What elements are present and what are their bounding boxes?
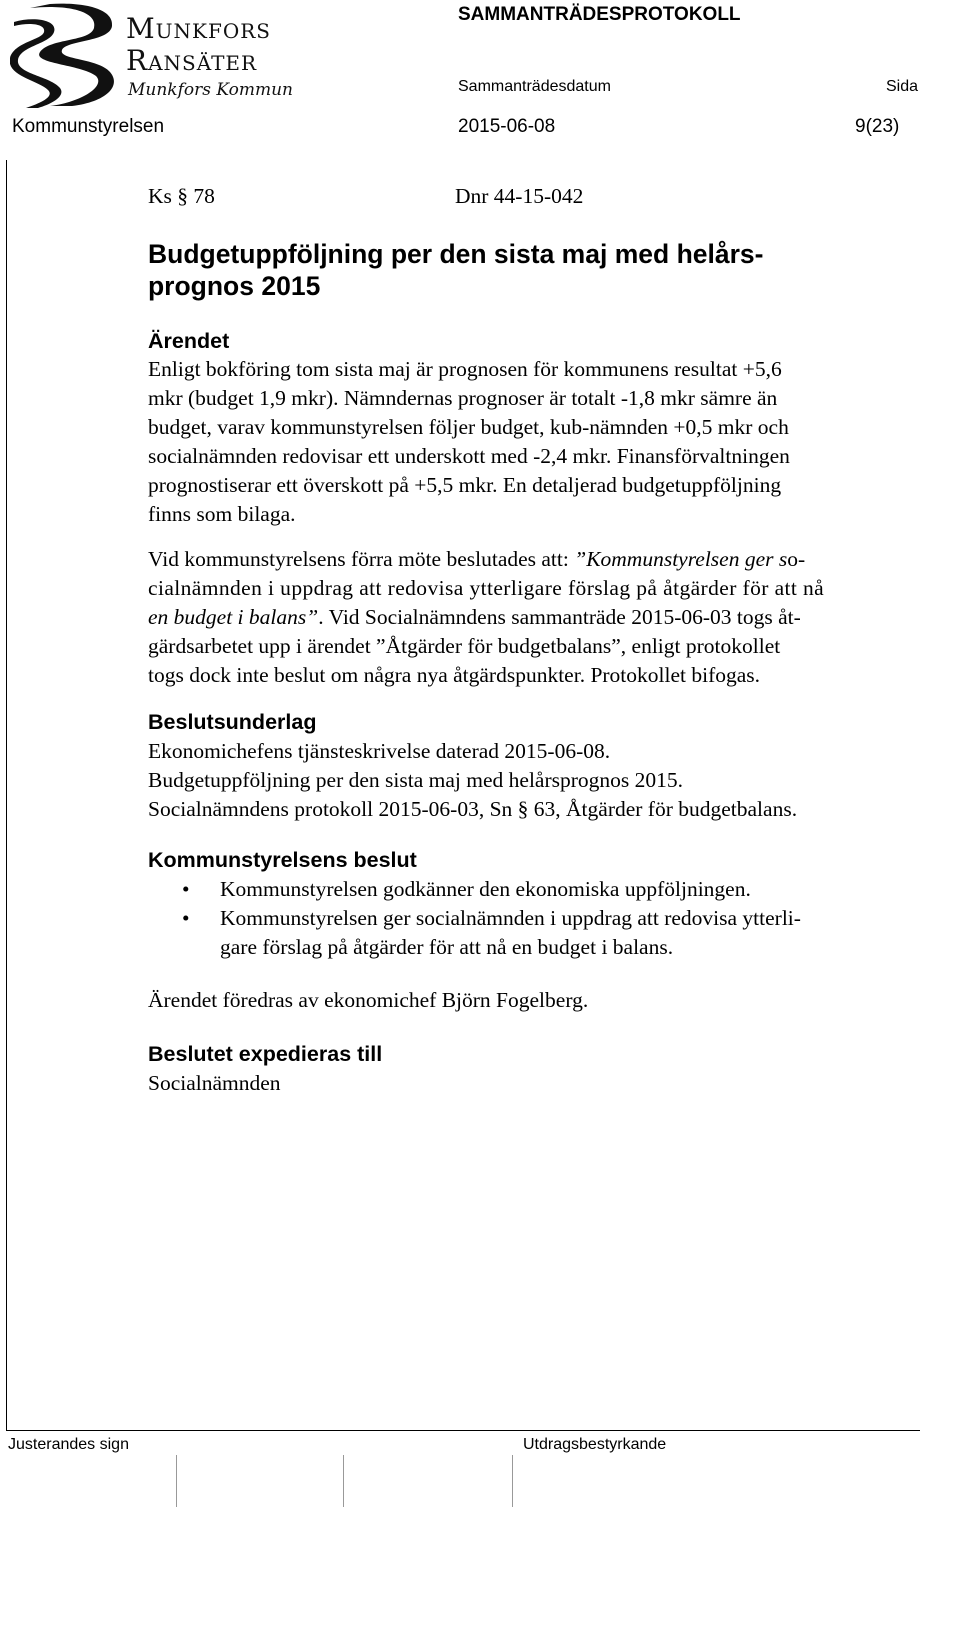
page-title-line-1: Budgetuppföljning per den sista maj med helårs- xyxy=(148,239,764,269)
page-label: Sida xyxy=(886,78,919,95)
justerandes-sign-label: Justerandes sign xyxy=(8,1436,129,1453)
page-number: 9(23) xyxy=(855,116,900,137)
paragraph-line: gärdsarbetet upp i ärendet ”Åtgärder för budgetbalans”, enligt protokollet xyxy=(148,634,781,658)
quote-hyphen: o- xyxy=(787,547,806,571)
signature-field-divider xyxy=(512,1455,513,1507)
document-type: SAMMANTRÄDESPROTOKOLL xyxy=(458,4,741,25)
expedieras-heading: Beslutet expedieras till xyxy=(148,1042,383,1066)
logo-line-2: Ransäter xyxy=(126,44,258,77)
meeting-date-label: Sammanträdesdatum xyxy=(458,78,611,95)
diary-number-text: Dnr 44-15-042 xyxy=(455,184,584,208)
list-item xyxy=(148,875,801,904)
logo-line-3: Munkfors Kommun xyxy=(128,80,294,100)
paragraph-line: budget, varav kommunstyrelsen följer budget, kub-nämnden +0,5 mkr och xyxy=(148,415,789,439)
committee-name: Kommunstyrelsen xyxy=(12,116,165,137)
paragraph-line xyxy=(148,603,824,632)
list-item: Ekonomichefens tjänsteskrivelse daterad 2015-06-08. xyxy=(148,739,611,763)
utdragsbestyrkande-label: Utdragsbestyrkande xyxy=(523,1436,667,1453)
list-item xyxy=(148,904,801,962)
paragraph-line: socialnämnden redovisar ett underskott med -2,4 mkr. Finansförvaltningen xyxy=(148,444,790,468)
page-title-line-2: prognos 2015 xyxy=(148,271,321,301)
bullet-text: Kommunstyrelsen godkänner den ekonomiska uppföljningen. xyxy=(220,877,751,901)
river-emblem-icon xyxy=(10,2,122,110)
beslutsunderlag-list xyxy=(148,737,797,824)
quote-text: ”Kommunstyrelsen ger s xyxy=(574,547,788,571)
signature-field-divider xyxy=(343,1455,344,1507)
list-item: Socialnämndens protokoll 2015-06-03, Sn § 63, Åtgärder för budgetbalans. xyxy=(148,797,798,821)
paragraph-line: togs dock inte beslut om några nya åtgärdspunkter. Protokollet bifogas. xyxy=(148,663,761,687)
diary-number xyxy=(455,184,583,209)
signature-field-divider xyxy=(176,1455,177,1507)
arendet-paragraph-1 xyxy=(148,355,790,529)
logo-line-1: Munkfors xyxy=(126,12,271,45)
paragraph-line: finns som bilaga. xyxy=(148,502,296,526)
presenter-line: Ärendet föredras av ekonomichef Björn Fogelberg. xyxy=(148,988,589,1012)
paragraph-line: cialnämnden i uppdrag att redovisa ytterligare förslag på åtgärder för att nå xyxy=(148,576,825,600)
beslutsunderlag-heading: Beslutsunderlag xyxy=(148,710,317,734)
footer-divider xyxy=(6,1430,920,1431)
paragraph-text: . Vid Socialnämndens sammanträde 2015-06-03 togs åt- xyxy=(318,605,801,629)
meeting-date: 2015-06-08 xyxy=(458,116,556,137)
case-number: Ks § 78 xyxy=(148,184,215,208)
paragraph-line: Enligt bokföring tom sista maj är prognosen för kommunens resultat +5,6 xyxy=(148,357,782,381)
paragraph-line: mkr (budget 1,9 mkr). Nämndernas prognoser är totalt -1,8 mkr sämre än xyxy=(148,386,778,410)
arendet-paragraph-2 xyxy=(148,545,824,690)
bullet-text: gare förslag på åtgärder för att nå en budget i balans. xyxy=(220,935,674,959)
quote-text: en budget i balans” xyxy=(148,605,319,629)
bullet-icon: • xyxy=(182,906,190,930)
beslut-bullet-list xyxy=(148,875,801,962)
expedieras-recipient: Socialnämnden xyxy=(148,1071,281,1095)
left-margin-line xyxy=(6,160,7,1430)
paragraph-line: prognostiserar ett överskott på +5,5 mkr. En detaljerad budgetuppföljning xyxy=(148,473,782,497)
beslut-heading: Kommunstyrelsens beslut xyxy=(148,848,417,872)
list-item: Budgetuppföljning per den sista maj med helårsprognos 2015. xyxy=(148,768,684,792)
arendet-heading: Ärendet xyxy=(148,329,230,353)
paragraph-line xyxy=(148,545,824,574)
page-title xyxy=(148,238,763,302)
quote-intro: Vid kommunstyrelsens förra möte beslutades att: xyxy=(148,547,575,571)
municipality-logo xyxy=(10,2,300,110)
bullet-text: Kommunstyrelsen ger socialnämnden i uppdrag att redovisa ytterli- xyxy=(220,906,801,930)
bullet-icon: • xyxy=(182,877,190,901)
